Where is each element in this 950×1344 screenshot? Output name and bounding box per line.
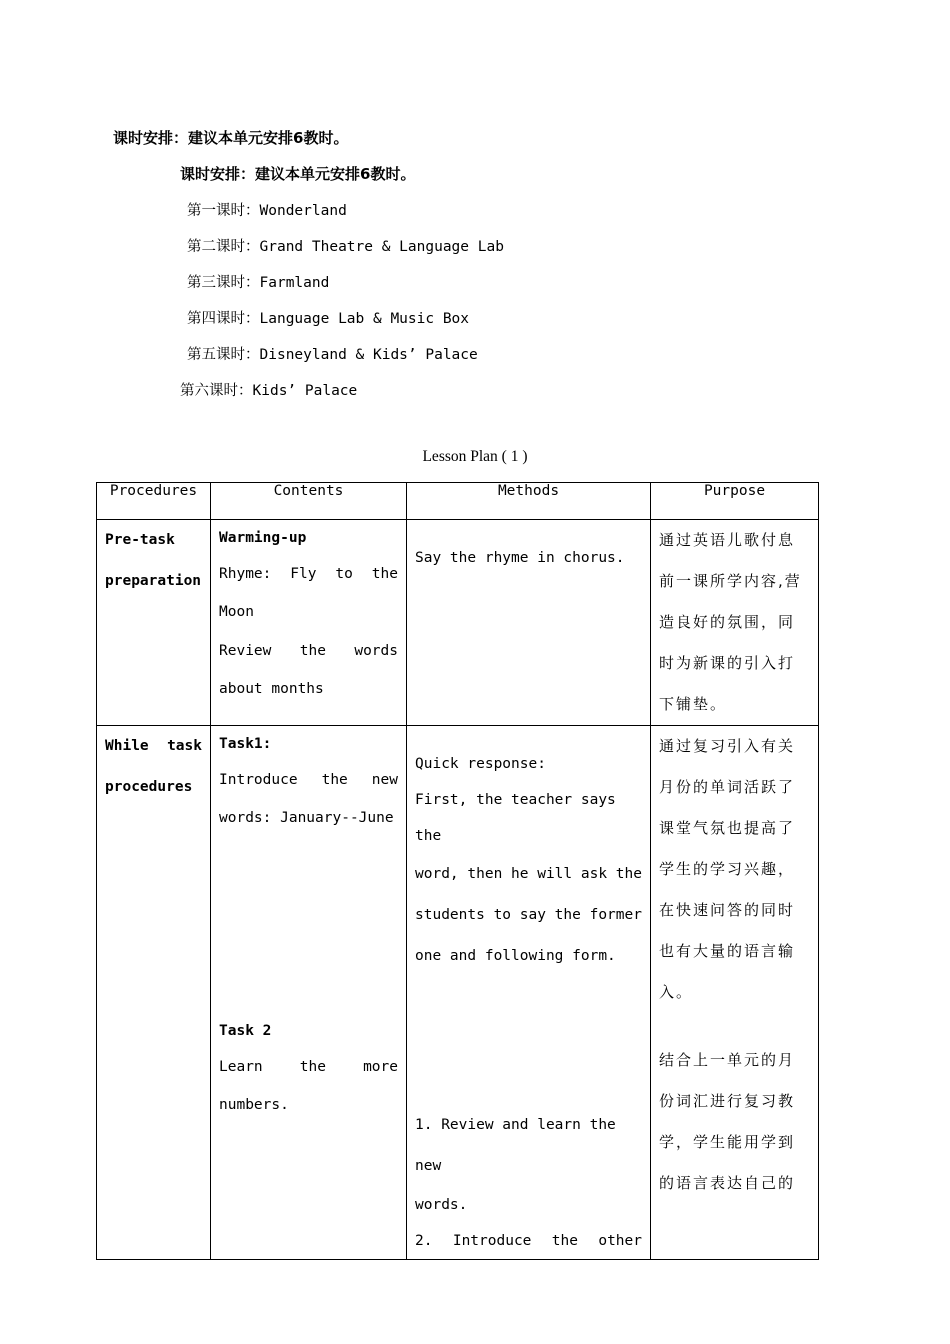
procedure-line: Pre-task [105, 532, 175, 548]
content-line: Moon [219, 604, 254, 620]
content-line: words: January--June [219, 810, 394, 826]
purpose-line: 在快速问答的同时 [659, 901, 796, 919]
procedure-line: preparation [105, 573, 202, 589]
content-title: Warming-up [219, 530, 307, 546]
purpose-line: 的语言表达自己的 [659, 1174, 796, 1192]
header-purpose: Purpose [651, 483, 819, 520]
schedule-item: 第二课时：Grand Theatre & Language Lab [187, 239, 504, 255]
method-line: words. [415, 1197, 468, 1213]
methods-cell [407, 726, 651, 1260]
procedure-line: procedures [105, 779, 193, 795]
purpose-line: 学生的学习兴趣， [659, 860, 796, 878]
content-line: Review the words [219, 643, 398, 659]
method-line: Say the rhyme in chorus. [415, 550, 625, 566]
contents-cell [211, 726, 407, 1260]
purpose-cell [651, 726, 819, 1260]
lesson-plan-title: Lesson Plan ( 1 ) [422, 448, 528, 465]
purpose-cell [651, 520, 819, 726]
lesson-plan-table [96, 482, 819, 1260]
method-line: First, the teacher says the [415, 792, 616, 844]
purpose-line: 通过英语儿歌付息 [659, 531, 796, 549]
header-contents: Contents [211, 483, 407, 520]
schedule-item: 第一课时：Wonderland [187, 203, 347, 219]
content-line: numbers. [219, 1097, 289, 1113]
header-methods: Methods [407, 483, 651, 520]
purpose-line: 造良好的氛围，同 [659, 613, 796, 631]
procedure-line: While task [105, 738, 202, 754]
purpose-line: 学，学生能用学到 [659, 1133, 796, 1151]
schedule-heading-inner: 课时安排：建议本单元安排6教时。 [180, 165, 416, 183]
table-header-row [97, 483, 819, 520]
method-line: 1. Review and learn the new [415, 1117, 616, 1174]
purpose-line: 也有大量的语言输 [659, 942, 796, 960]
table-row-while-task [97, 726, 819, 1260]
procedure-cell [97, 726, 211, 1260]
contents-cell [211, 520, 407, 726]
method-line: one and following form. [415, 948, 616, 964]
schedule-item: 第四课时：Language Lab & Music Box [187, 311, 470, 327]
procedure-cell [97, 520, 211, 726]
method-line: Quick response: [415, 756, 546, 772]
content-line: Introduce the new [219, 772, 398, 788]
method-line: students to say the former [415, 907, 642, 923]
methods-cell [407, 520, 651, 726]
table-row-pre-task [97, 520, 819, 726]
purpose-line: 通过复习引入有关 [659, 737, 796, 755]
content-line: Learn the more [219, 1059, 398, 1075]
schedule-item: 第三课时：Farmland [187, 275, 330, 291]
purpose-line: 结合上一单元的月 [659, 1051, 796, 1069]
schedule-item: 第六课时：Kids’ Palace [180, 383, 358, 399]
content-line: about months [219, 681, 324, 697]
schedule-heading-outer: 课时安排：建议本单元安排6教时。 [113, 129, 349, 147]
purpose-line: 入。 [659, 983, 694, 1001]
schedule-item: 第五课时：Disneyland & Kids’ Palace [187, 347, 478, 363]
header-procedures: Procedures [97, 483, 211, 520]
purpose-line: 月份的单词活跃了 [659, 778, 796, 796]
purpose-line: 份词汇进行复习教 [659, 1092, 796, 1110]
purpose-line: 下铺垫。 [659, 695, 728, 713]
task2-title: Task 2 [219, 1023, 272, 1039]
purpose-line: 课堂气氛也提高了 [659, 819, 796, 837]
method-line: word, then he will ask the [415, 866, 642, 882]
task1-title: Task1: [219, 736, 272, 752]
method-line: 2. Introduce the other [415, 1233, 642, 1249]
purpose-line: 时为新课的引入打 [659, 654, 796, 672]
purpose-line: 前一课所学内容,营 [659, 572, 802, 590]
content-line: Rhyme: Fly to the [219, 566, 398, 582]
